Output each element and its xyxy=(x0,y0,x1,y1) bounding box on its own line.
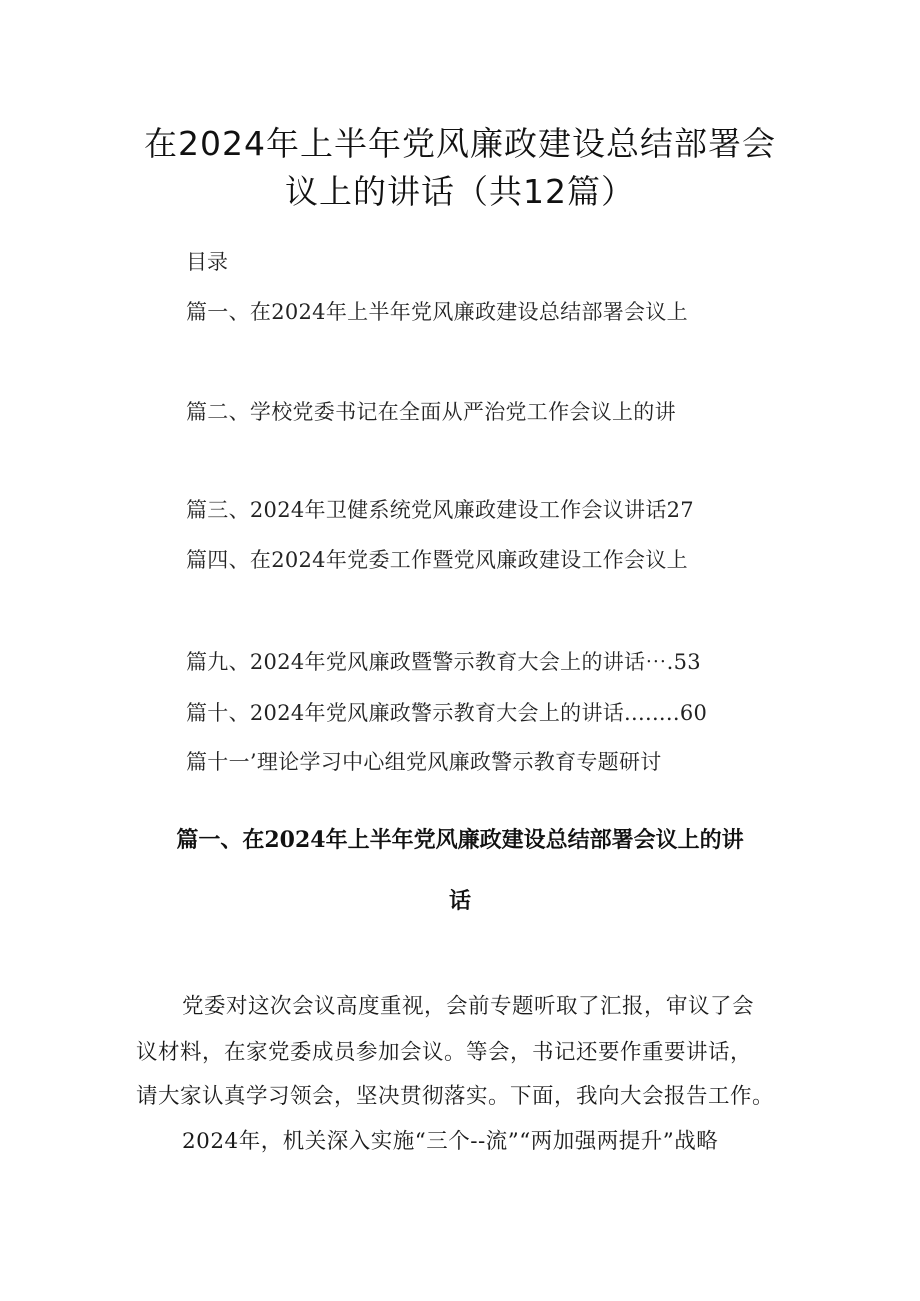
document-title-line-1: 在2024年上半年党风廉政建设总结部署会 xyxy=(144,124,776,163)
section-heading-line-1: 篇一、在2024年上半年党风廉政建设总结部署会议上的讲 xyxy=(176,827,744,853)
toc-entry-10[interactable]: 篇十、2024年党风廉政警示教育大会上的讲话........60 xyxy=(186,701,708,725)
body-paragraph-line-3: 请大家认真学习领会，坚决贯彻落实。下面，我向大会报告工作。 xyxy=(136,1084,775,1109)
toc-entry-1[interactable]: 篇一、在2024年上半年党风廉政建设总结部署会议上 xyxy=(186,300,688,324)
body-paragraph-line-4: 2024年，机关深入实施“三个--流”“两加强两提升”战略 xyxy=(182,1129,719,1154)
toc-entry-4[interactable]: 篇四、在2024年党委工作暨党风廉政建设工作会议上 xyxy=(186,548,688,572)
toc-entry-2[interactable]: 篇二、学校党委书记在全面从严治党工作会议上的讲 xyxy=(186,400,676,424)
toc-label: 目录 xyxy=(186,250,228,274)
toc-entry-11[interactable]: 篇十一’理论学习中心组党风廉政警示教育专题研讨 xyxy=(186,750,662,774)
section-heading-line-2: 话 xyxy=(448,888,471,914)
body-paragraph-line-1: 党委对这次会议高度重视，会前专题听取了汇报，审议了会 xyxy=(182,994,755,1019)
body-paragraph-line-2: 议材料，在家党委成员参加会议。等会，书记还要作重要讲话， xyxy=(136,1040,753,1065)
document-title-line-2: 议上的讲话（共12篇） xyxy=(285,172,635,211)
toc-entry-3[interactable]: 篇三、2024年卫健系统党风廉政建设工作会议讲话27 xyxy=(186,498,694,522)
toc-entry-9[interactable]: 篇九、2024年党风廉政暨警示教育大会上的讲话⋯.53 xyxy=(186,650,701,674)
